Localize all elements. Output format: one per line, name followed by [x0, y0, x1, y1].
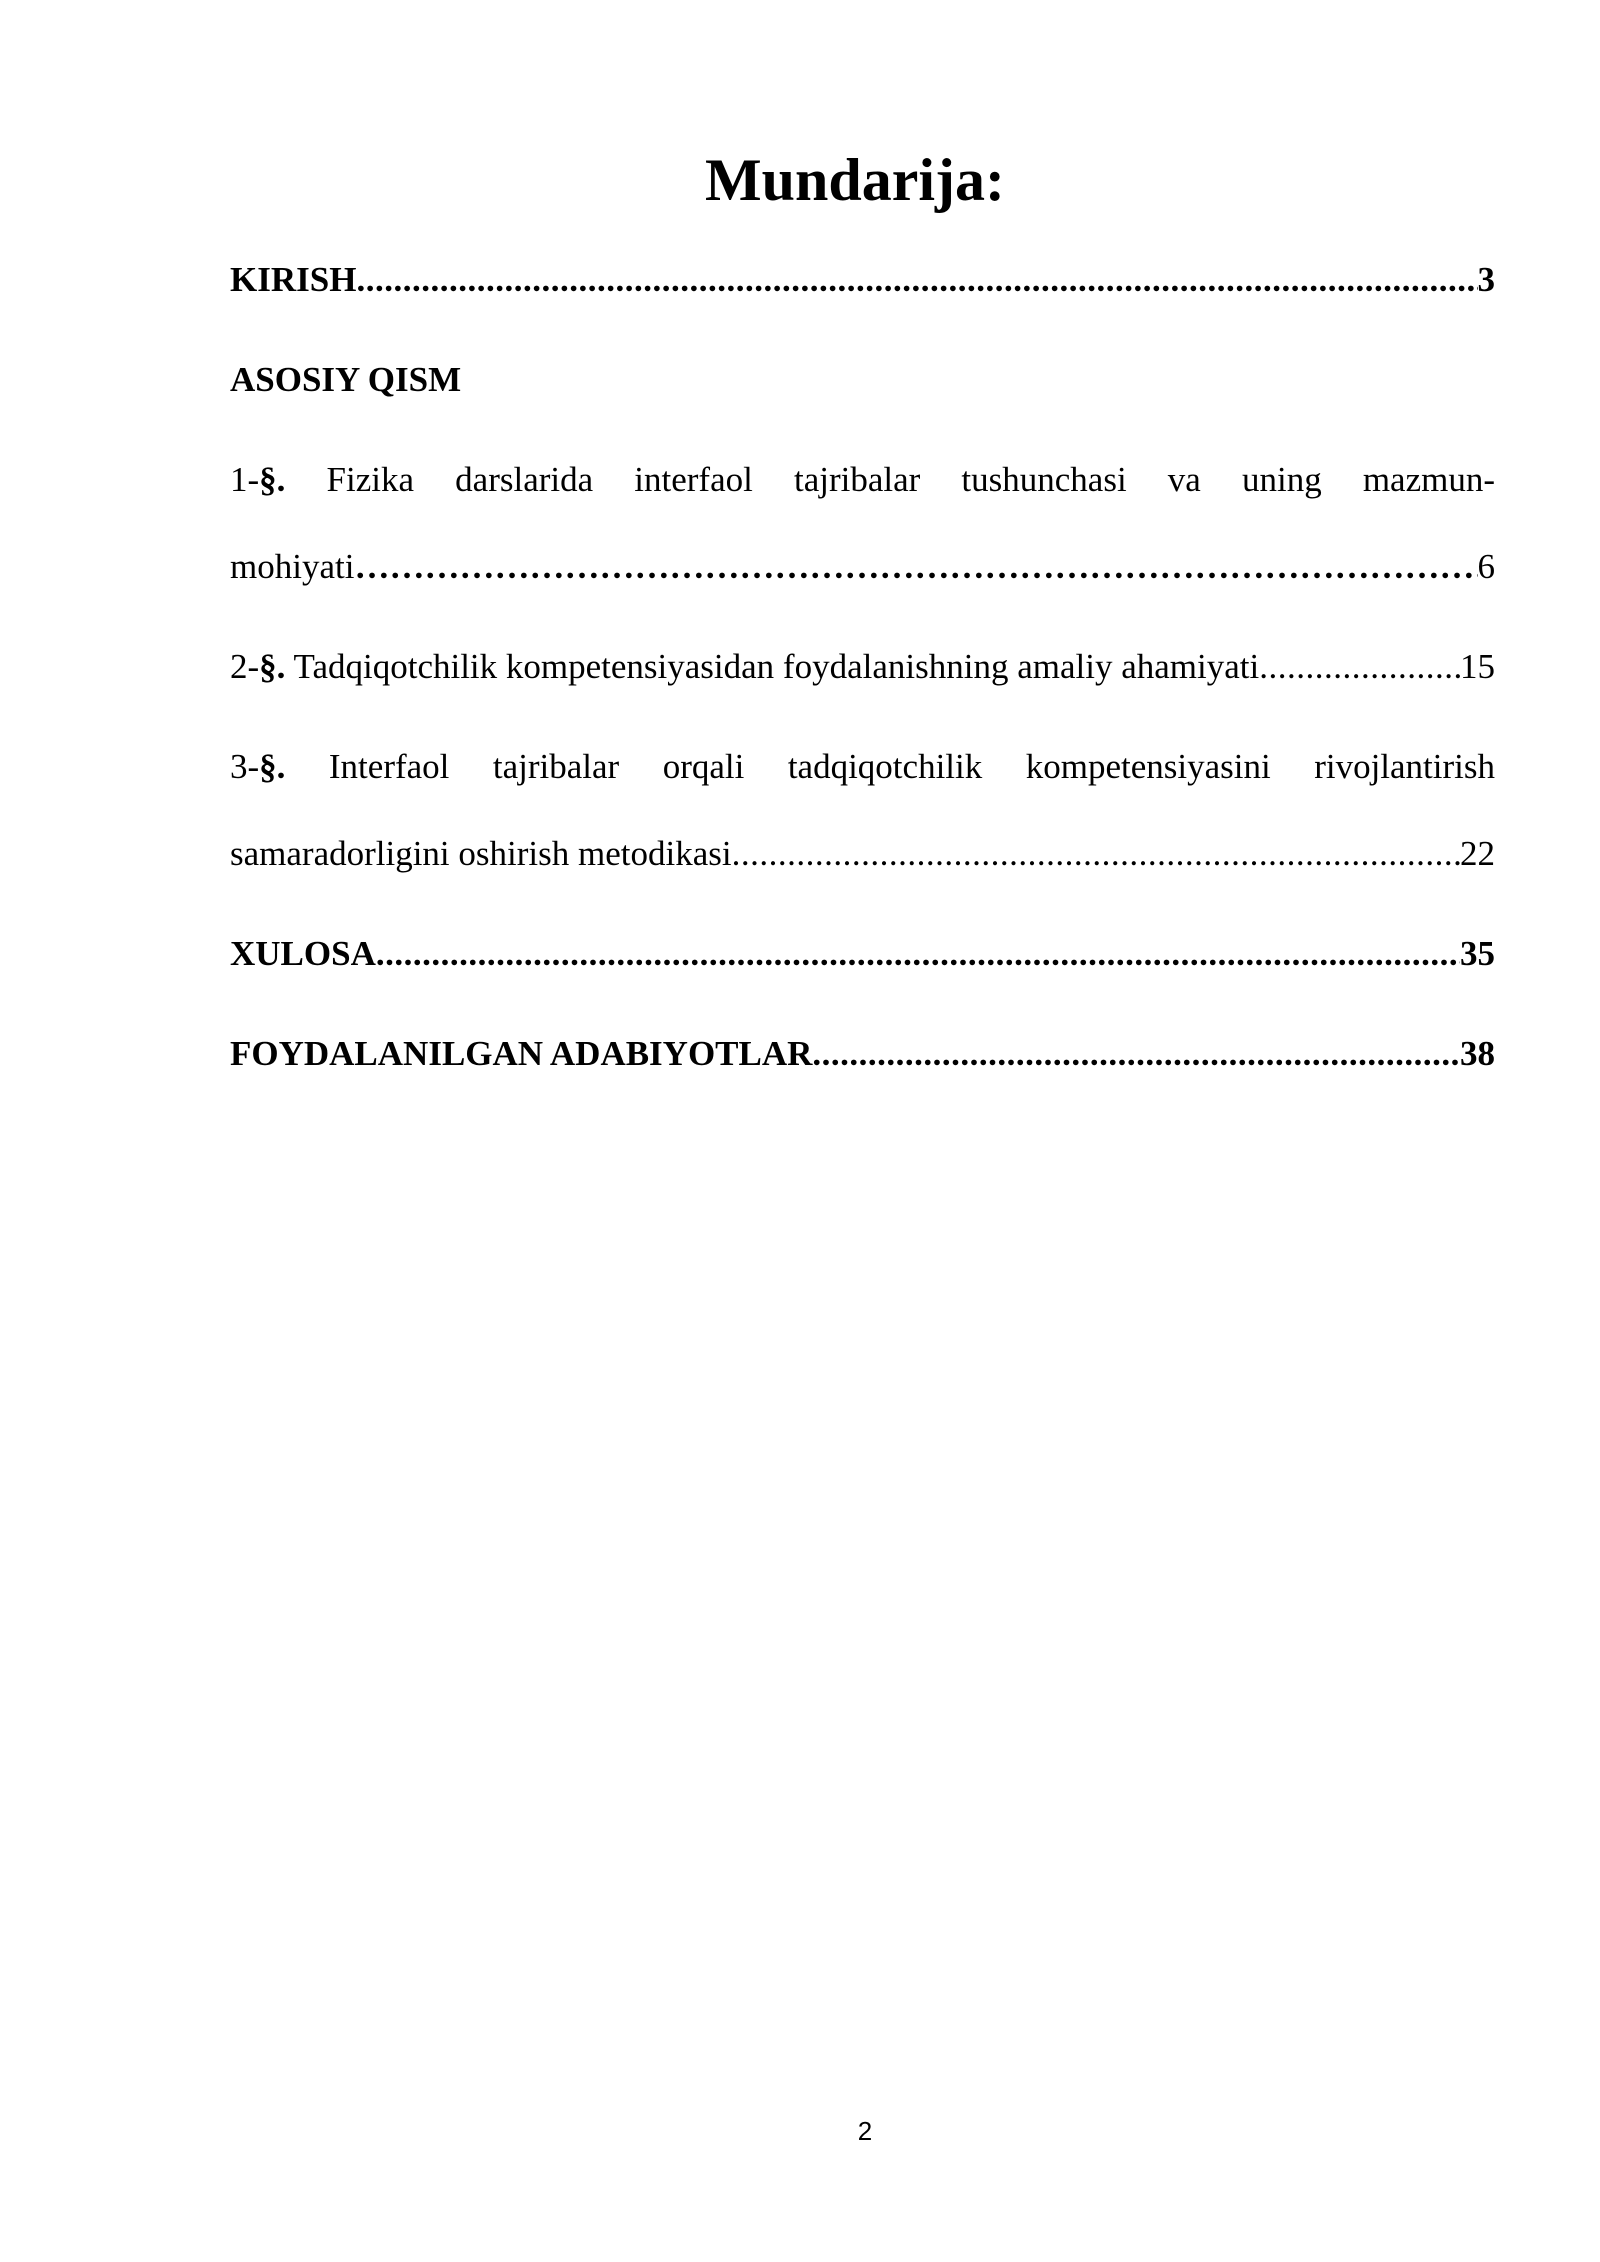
- toc-entry-section-2: [230, 645, 1495, 689]
- section-number: 3-: [230, 747, 260, 786]
- dot-leader: [354, 545, 1477, 589]
- toc-entry-label-continued: samaradorligini oshirish metodikasi: [230, 834, 732, 873]
- toc-page-number: 38: [1460, 1034, 1495, 1073]
- toc-entry-label: [230, 645, 1259, 689]
- toc-entry-label: Interfaol tajribalar orqali tadqiqotchilik kompetensiyasini rivojlantirish: [328, 747, 1496, 786]
- page-number: 2: [857, 2116, 873, 2146]
- toc-page-number: 3: [1477, 260, 1495, 299]
- toc-entry-xulosa: [230, 932, 1495, 976]
- section-number: 2-: [230, 647, 260, 686]
- toc-entry-kirish: [230, 258, 1495, 302]
- toc-entry-section-1-line-2: [230, 545, 1495, 589]
- toc-entry-label: Fizika darslarida interfaol tajribalar tushunchasi va uning mazmun-: [326, 460, 1495, 499]
- toc-heading-label: ASOSIY QISM: [230, 360, 462, 399]
- toc-page-number: 6: [1477, 547, 1495, 586]
- dot-leader: [356, 258, 1477, 302]
- toc-entry-section-3-line-1: [230, 745, 1495, 789]
- dot-leader: [732, 832, 1460, 876]
- toc-page-number: 35: [1460, 934, 1495, 973]
- dot-leader: [376, 932, 1460, 976]
- toc-entry-label-continued: mohiyati: [230, 547, 355, 586]
- page-title: Mundarija:: [705, 147, 1005, 213]
- toc-heading-asosiy-qism: [230, 358, 1495, 402]
- toc-entry-label: FOYDALANILGAN ADABIYOTLAR: [230, 1034, 813, 1073]
- toc-page-number: 22: [1460, 834, 1495, 873]
- section-sign: §.: [259, 460, 286, 499]
- section-number: 1-: [230, 460, 260, 499]
- toc-page-number: 15: [1460, 647, 1495, 686]
- toc-entry-adabiyotlar: [230, 1032, 1495, 1076]
- section-title: Tadqiqotchilik kompetensiyasidan foydalanishning amaliy ahamiyati: [293, 647, 1260, 686]
- toc-entry-label: KIRISH: [230, 260, 357, 299]
- dot-leader: [1259, 645, 1460, 689]
- dot-leader: [812, 1032, 1460, 1076]
- toc-entry-section-1-line-1: [230, 458, 1495, 502]
- toc-entry-label: XULOSA: [230, 934, 376, 973]
- toc-entry-section-3-line-2: [230, 832, 1495, 876]
- section-sign: §.: [259, 747, 286, 786]
- section-sign: §.: [259, 647, 286, 686]
